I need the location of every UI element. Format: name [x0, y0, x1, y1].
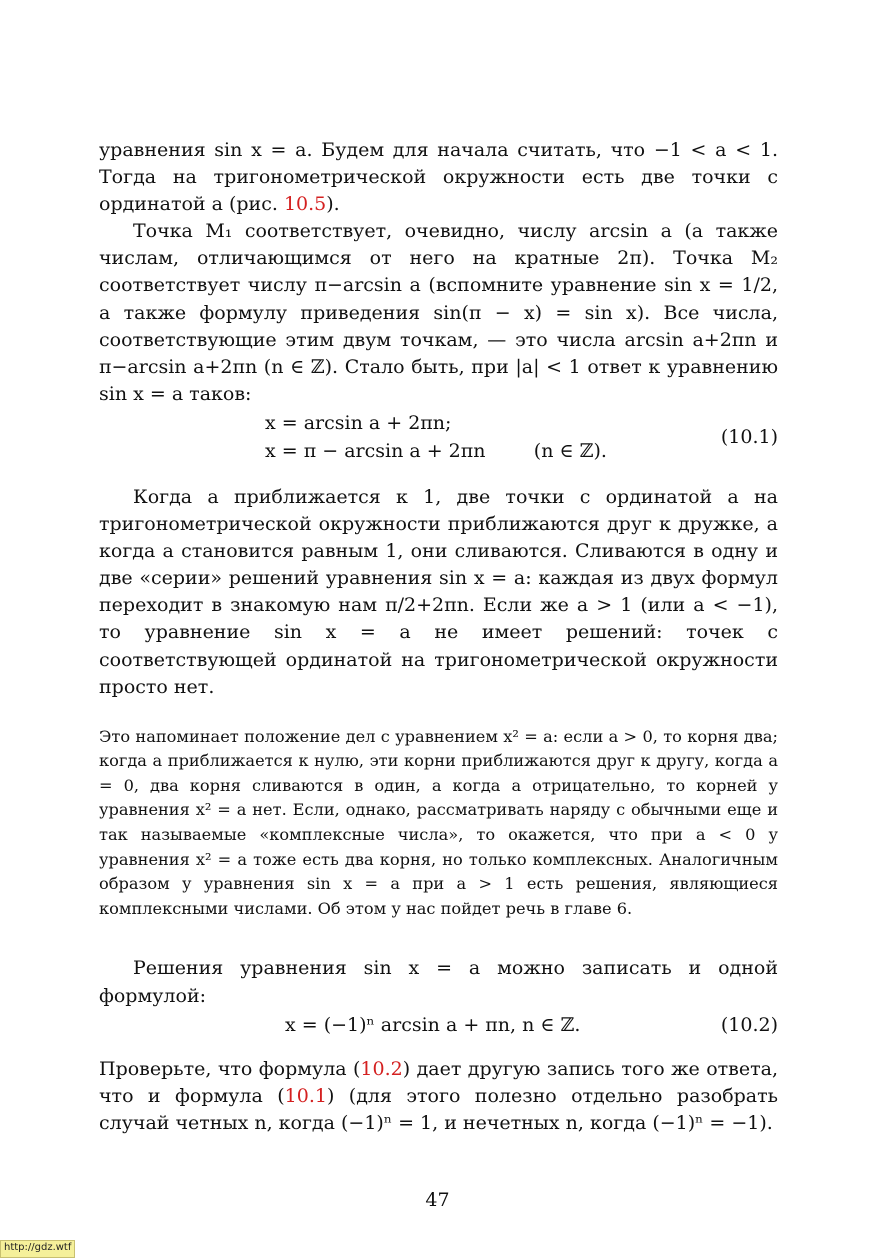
equation-number: (10.1): [720, 425, 778, 448]
paragraph-intro: уравнения sin x = a. Будем для начала считать, что −1 < a < 1. Тогда на тригонометрической окружности есть две точки с ординатой a (рис. 10.5).: [99, 139, 778, 216]
note-complex-numbers: Это напоминает положение дел с уравнением x² = a: если a > 0, то корня два; когда a приближается к нулю, эти корни приближаются друг к другу, когда a = 0, два корня сливаются в один, а когда a отрицательно, то корней у уравнения x² = a нет. Если, однако, рассматривать наряду с обычными еще и так называемые «комплексные числа», то окажется, что при a < 0 у уравнения x² = a тоже есть два корня, но только комплексных. Аналогичным образом у уравнения sin x = a при a > 1 есть решения, являющиеся комплексными числами. Об этом у нас пойдет речь в главе 6.: [99, 726, 778, 918]
paragraph-points: Точка M₁ соответствует, очевидно, числу arcsin a (а также числам, отличающимся от него на кратные 2π). Точка M₂ соответствует числу π−arcsin a (вспомните уравнение sin x = 1/2, а также формулу приведения sin(π − x) = sin x). Все числа, соответствующие этим двум точкам, — это числа arcsin a+2πn и π−arcsin a+2πn (n ∈ ℤ). Стало быть, при |a| < 1 ответ к уравнению sin x = a таков:: [99, 220, 778, 405]
page-number: 47: [425, 1189, 450, 1211]
equation-10-2: [99, 1012, 778, 1042]
paragraph-limit-case: Когда a приближается к 1, две точки с ординатой a на тригонометрической окружности приближаются друг к дружке, а когда a становится равным 1, они сливаются. Сливаются в одну и две «серии» решений уравнения sin x = a: каждая из двух формул переходит в знакомую нам π/2+2πn. Если же a > 1 (или a < −1), то уравнение sin x = a не имеет решений: точек с соответствующей ординатой на тригонометрической окружности просто нет.: [99, 485, 778, 698]
figure-ref-link[interactable]: 10.5: [283, 193, 327, 216]
equation-line-1: x = arcsin a + 2πn;: [265, 411, 452, 434]
paragraph-check: Проверьте, что формула (10.2) дает другую запись того же ответа, что и формула (10.1) (для этого полезно отдельно разобрать случай четных n, когда (−1)ⁿ = 1, и нечетных n, когда (−1)ⁿ = −1).: [99, 1057, 778, 1134]
paragraph-single-formula: Решения уравнения sin x = a можно записать и одной формулой:: [99, 957, 778, 1007]
equation-number: (10.2): [720, 1013, 778, 1036]
page-body: [99, 137, 778, 1137]
equation-ref-10-1[interactable]: 10.1: [284, 1084, 327, 1107]
equation-10-1: [99, 410, 778, 466]
equation-line: x = (−1)ⁿ arcsin a + πn, n ∈ ℤ.: [285, 1013, 581, 1036]
equation-ref-10-2[interactable]: 10.2: [360, 1057, 403, 1080]
watermark-link[interactable]: http://gdz.wtf: [0, 1240, 75, 1258]
equation-line-2: x = π − arcsin a + 2πn (n ∈ ℤ).: [265, 439, 607, 462]
